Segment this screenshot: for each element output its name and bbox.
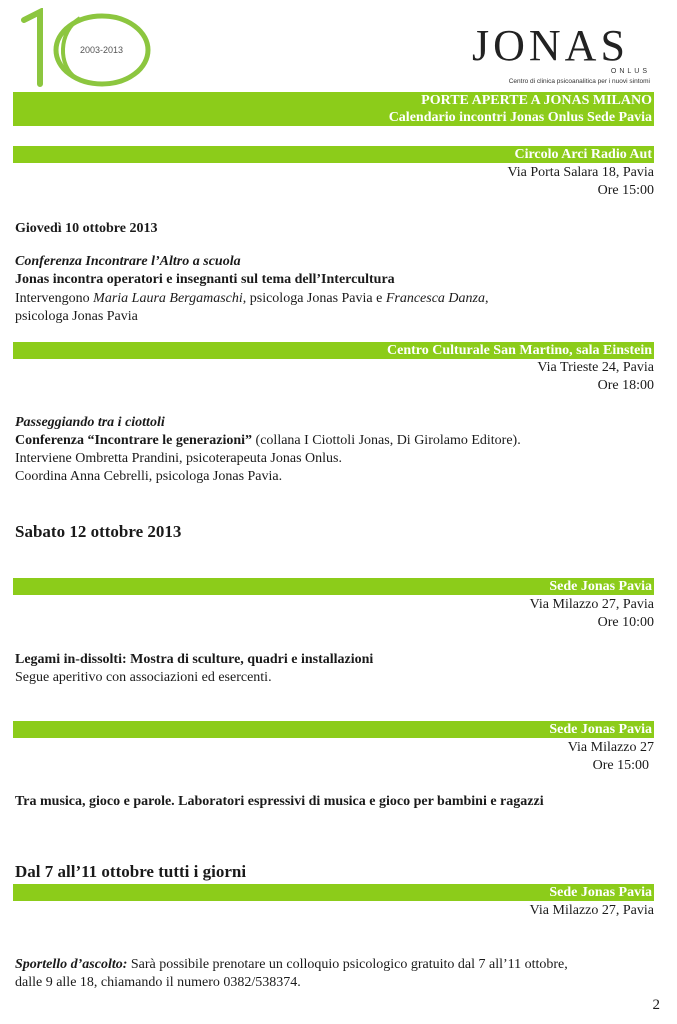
- event-conference: [15, 432, 521, 449]
- event-title: Passeggiando tra i ciottoli: [15, 415, 165, 430]
- venue-name: Sede Jonas Pavia: [549, 722, 652, 737]
- page-number: 2: [652, 997, 660, 1013]
- event-subtitle: Jonas incontra operatori e insegnanti sul tema dell’Intercultura: [15, 272, 395, 287]
- speaker-name: Maria Laura Bergamaschi: [93, 291, 243, 306]
- conference-details: (collana I Ciottoli Jonas, Di Girolamo Editore).: [252, 433, 521, 448]
- venue-address: Via Milazzo 27, Pavia: [529, 597, 654, 612]
- header-subtitle: Calendario incontri Jonas Onlus Sede Pavia: [388, 110, 652, 125]
- event-speaker: Interviene Ombretta Prandini, psicoterapeuta Jonas Onlus.: [15, 451, 342, 466]
- event-title: Tra musica, gioco e parole. Laboratori espressivi di musica e gioco per bambini e ragazzi: [15, 794, 544, 809]
- jonas-logo-subtitle: Centro di clinica psicoanalitica per i nuovi sintomi: [508, 78, 650, 85]
- venue-bar-2: [13, 342, 654, 359]
- speaker-name: Francesca Danza: [385, 291, 485, 306]
- venue-bar-1: [13, 146, 654, 163]
- venue-name: Sede Jonas Pavia: [549, 579, 652, 594]
- service-description-continued: dalle 9 alle 18, chiamando il numero 0382/538374.: [15, 975, 301, 990]
- event-title: Legami in-dissolti: Mostra di sculture, quadri e installazioni: [15, 652, 374, 667]
- event-title: Conferenza Incontrare l’Altro a scuola: [15, 254, 241, 269]
- event-description: Segue aperitivo con associazioni ed esercenti.: [15, 670, 272, 685]
- conference-title: Conferenza “Incontrare le generazioni”: [15, 433, 253, 448]
- venue-name: Centro Culturale San Martino, sala Einstein: [387, 343, 652, 358]
- day-heading: Sabato 12 ottobre 2013: [15, 522, 182, 541]
- anniversary-logo-graphic: [18, 8, 158, 90]
- event-text: [15, 956, 568, 973]
- header-bar: [13, 92, 654, 126]
- event-speakers-continued: psicologa Jonas Pavia: [15, 309, 138, 324]
- event-speakers: [15, 290, 489, 307]
- speakers-suffix: ,: [485, 291, 489, 306]
- venue-time: Ore 15:00: [592, 758, 649, 773]
- service-label: Sportello d’ascolto:: [15, 957, 128, 972]
- venue-bar-4: [13, 721, 654, 738]
- venue-time: Ore 15:00: [597, 183, 654, 198]
- speakers-prefix: Intervengono: [15, 291, 94, 306]
- event-coordinator: Coordina Anna Cebrelli, psicologa Jonas Pavia.: [15, 469, 283, 484]
- jonas-logo: [466, 20, 656, 90]
- day-heading: Dal 7 all’11 ottobre tutti i giorni: [15, 862, 247, 881]
- venue-bar-3: [13, 578, 654, 595]
- venue-time: Ore 18:00: [597, 378, 654, 393]
- service-description: Sarà possibile prenotare un colloquio psicologico gratuito dal 7 all’11 ottobre,: [127, 957, 568, 972]
- speakers-middle: , psicologa Jonas Pavia e: [242, 291, 386, 306]
- jonas-logo-word: JONAS: [472, 21, 629, 70]
- venue-time: Ore 10:00: [597, 615, 654, 630]
- venue-name: Circolo Arci Radio Aut: [514, 147, 652, 162]
- venue-address: Via Milazzo 27, Pavia: [529, 903, 654, 918]
- venue-address: Via Porta Salara 18, Pavia: [507, 165, 654, 180]
- anniversary-years: 2003-2013: [80, 45, 124, 55]
- anniversary-logo: [18, 8, 158, 90]
- header-title: PORTE APERTE A JONAS MILANO: [421, 93, 652, 108]
- venue-bar-5: [13, 884, 654, 901]
- jonas-logo-onlus: ONLUS: [610, 68, 650, 75]
- day-heading: Giovedì 10 ottobre 2013: [15, 221, 158, 236]
- venue-address: Via Trieste 24, Pavia: [537, 360, 654, 375]
- venue-address: Via Milazzo 27: [567, 740, 654, 755]
- venue-name: Sede Jonas Pavia: [549, 885, 652, 900]
